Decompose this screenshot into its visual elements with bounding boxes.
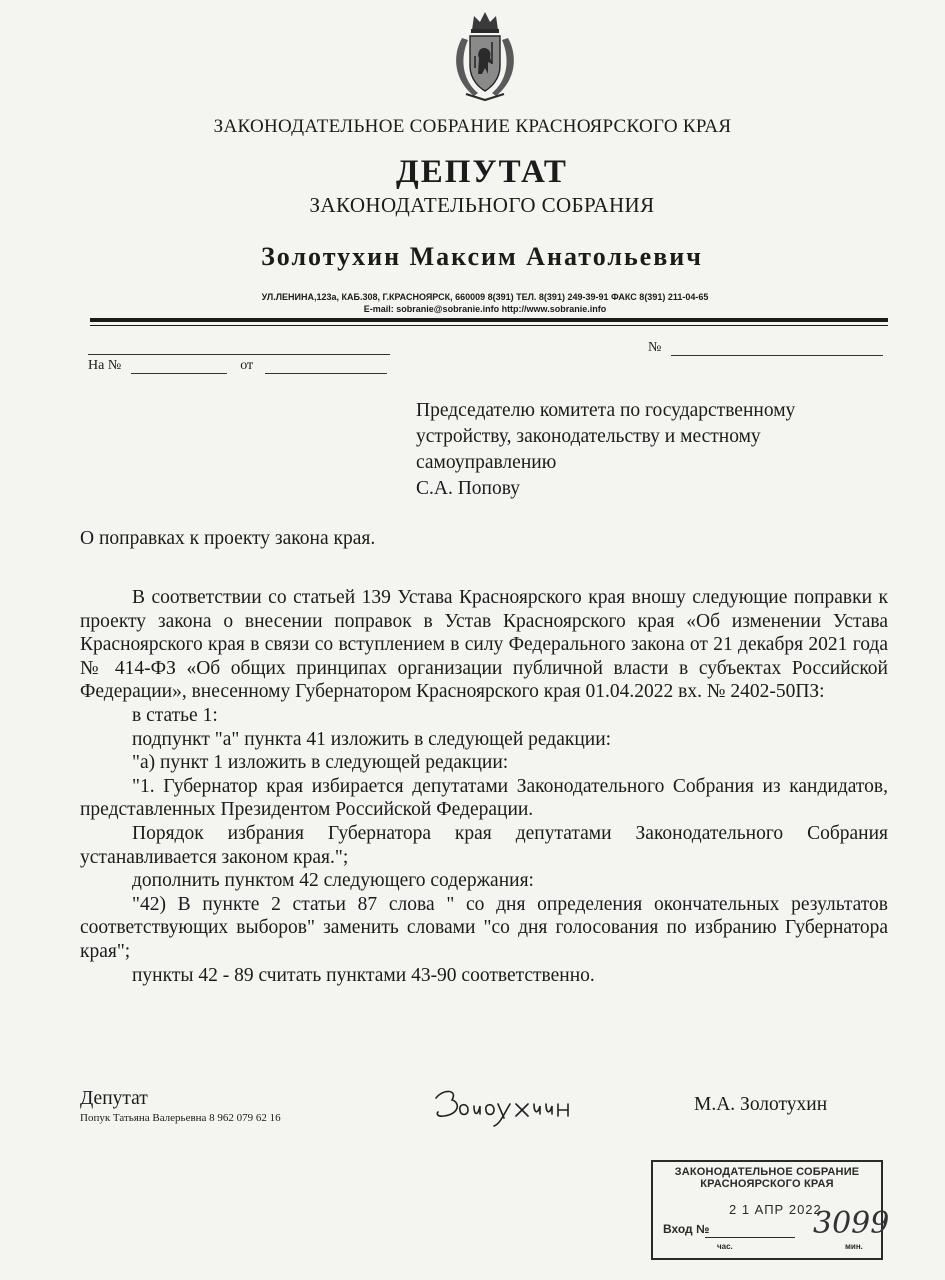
addressee-name: С.А. Попову (416, 478, 521, 499)
stamp-entry-label: Вход № (663, 1222, 710, 1236)
stamp-entry-line (705, 1237, 795, 1238)
addressee-line: устройству, законодательству и местному (416, 426, 761, 447)
body-paragraph: "1. Губернатор края избирается депутатами Законодательного Собрания из кандидатов, представленных Президентом Российской Федерации. (80, 775, 888, 821)
body-paragraph: в статье 1: (132, 704, 218, 726)
stamp-org-line: КРАСНОЯРСКОГО КРАЯ (700, 1178, 834, 1190)
subject-line: О поправках к проекту закона края. (80, 528, 376, 549)
stamp-org-line: ЗАКОНОДАТЕЛЬНОЕ СОБРАНИЕ (674, 1166, 860, 1178)
addressee-line: самоуправлению (416, 452, 557, 473)
stamp-entry-number: 3099 (813, 1206, 890, 1241)
in-reply-number-blank (131, 359, 227, 374)
deputy-subheading: ЗАКОНОДАТЕЛЬНОГО СОБРАНИЯ (309, 193, 655, 217)
body-paragraph: дополнить пунктом 42 следующего содержания: (132, 870, 534, 892)
registration-stamp (651, 1160, 890, 1260)
stamp-date: 2 1 АПР 2022 (729, 1202, 822, 1217)
in-reply-label: На № (88, 358, 122, 373)
body-paragraph: Порядок избрания Губернатора края депутатами Законодательного Собрания устанавливается законом края."; (80, 822, 888, 868)
signer-role: Депутат (80, 1088, 148, 1109)
addressee-line: Председателю комитета по государственному (416, 400, 796, 421)
body-paragraph: В соответствии со статьей 139 Устава Красноярского края вношу следующие поправки к проекту закона о внесении поправок в Устав Красноярского края «Об изменении Устава Красноярского края в связи со вступлением в силу Федерального закона от 21 декабря 2021 года № 414-ФЗ «Об общих принципах организации публичной власти в субъектах Российской Федерации», внесенному Губернатором Красноярского края 01.04.2022 вх. № 2402-50ПЗ: (80, 587, 888, 703)
org-title: ЗАКОНОДАТЕЛЬНОЕ СОБРАНИЕ КРАСНОЯРСКОГО КРАЯ (213, 116, 732, 137)
handwritten-signature (430, 1080, 600, 1130)
body-paragraph: "а) пункт 1 изложить в следующей редакции: (132, 752, 509, 774)
email-line: E-mail: sobranie@sobranie.info http://www.sobranie.info (363, 304, 607, 314)
body-paragraph: "42) В пункте 2 статьи 87 слова " со дня определения окончательных результатов соответствующих выборов" заменить словами "со дня голосования по избранию Губернатора края"; (80, 893, 888, 962)
address-line: УЛ.ЛЕНИНА,123а, КАБ.308, Г.КРАСНОЯРСК, 660009 8(391) ТЕЛ. 8(391) 249-39-91 ФАКС 8(391) 211-04-65 (261, 292, 709, 302)
addressee-block (416, 398, 876, 502)
reference-in-reply (88, 358, 398, 374)
header-divider-thin (90, 325, 888, 326)
krasnoyarsk-coat-of-arms-icon (448, 8, 522, 104)
stamp-hours-label: час. (717, 1242, 733, 1251)
signer-name: М.А. Золотухин (694, 1094, 828, 1115)
from-label: от (240, 358, 254, 373)
letter-body (80, 586, 888, 987)
header-divider-thick (90, 318, 888, 322)
contact-block (190, 291, 780, 315)
reference-outgoing (648, 340, 888, 356)
deputy-heading: ДЕПУТАТ (396, 154, 568, 190)
from-date-blank (265, 359, 387, 374)
executor-contact: Попук Татьяна Валерьевна 8 962 079 62 16 (80, 1112, 281, 1124)
reference-top-line (88, 354, 390, 355)
stamp-minutes-label: мин. (845, 1242, 863, 1251)
stamp-org (653, 1166, 881, 1190)
deputy-name: Золотухин Максим Анатольевич (261, 242, 703, 271)
outgoing-number-blank (671, 341, 883, 356)
body-paragraph: пункты 42 - 89 считать пунктами 43-90 соответственно. (132, 964, 595, 986)
number-label: № (648, 340, 662, 355)
body-paragraph: подпункт "а" пункта 41 изложить в следующей редакции: (132, 728, 612, 750)
